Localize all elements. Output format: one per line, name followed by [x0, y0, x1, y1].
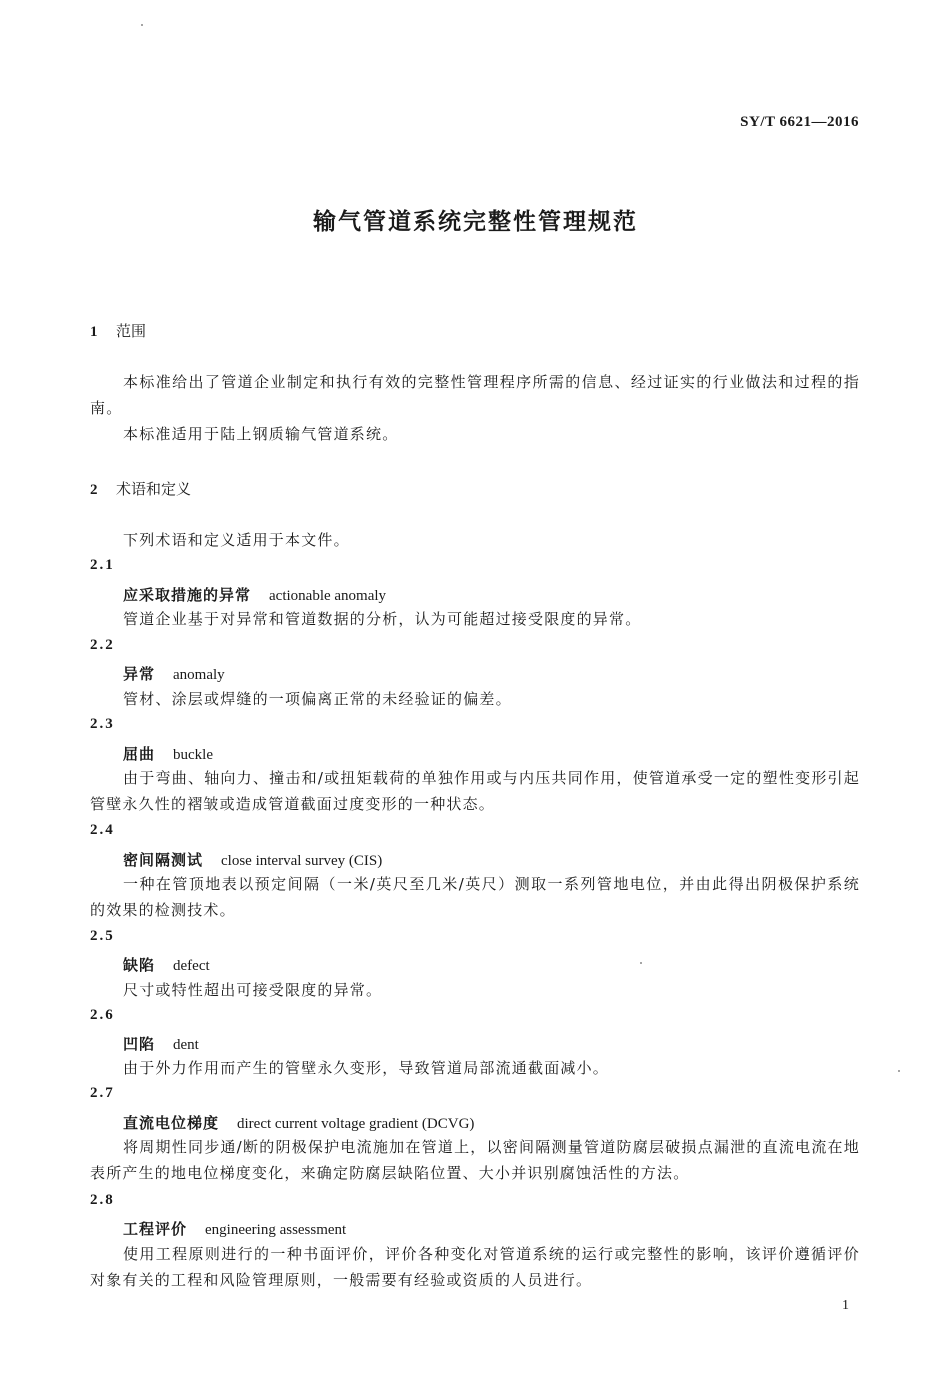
term-definition: 由于弯曲、轴向力、撞击和/或扭矩载荷的单独作用或与内压共同作用，使管道承受一定的塑性变形引起管壁永久性的褶皱或造成管道截面过度变形的一种状态。 [90, 769, 860, 813]
section-1-heading [90, 320, 146, 341]
term-definition: 管材、涂层或焊缝的一项偏离正常的未经验证的偏差。 [123, 690, 512, 708]
term-zh: 凹陷 [123, 1035, 156, 1053]
term-en: dent [173, 1037, 199, 1053]
term-en: close interval survey (CIS) [221, 853, 383, 869]
term-name [123, 954, 210, 975]
term-name [123, 1112, 474, 1133]
term-number: 2.4 [90, 822, 115, 838]
term-name [123, 584, 386, 605]
scan-speck [141, 24, 143, 26]
term-zh: 工程评价 [123, 1220, 188, 1238]
term-name [123, 1218, 346, 1239]
term-en: actionable anomaly [269, 588, 387, 604]
term-number: 2.1 [90, 557, 115, 573]
term-en: direct current voltage gradient (DCVG) [237, 1116, 475, 1132]
term-number: 2.8 [90, 1192, 115, 1208]
scope-paragraph-1: 本标准给出了管道企业制定和执行有效的完整性管理程序所需的信息、经过证实的行业做法和过程的指南。 [90, 373, 860, 417]
term-en: anomaly [173, 667, 225, 683]
term-definition: 由于外力作用而产生的管壁永久变形，导致管道局部流通截面减小。 [123, 1059, 610, 1077]
term-number: 2.7 [90, 1085, 115, 1101]
terms-intro: 下列术语和定义适用于本文件。 [123, 531, 350, 549]
term-number: 2.3 [90, 716, 115, 732]
scope-paragraph-2: 本标准适用于陆上钢质输气管道系统。 [123, 425, 399, 443]
page-number: 1 [842, 1298, 849, 1313]
term-en: engineering assessment [205, 1222, 347, 1238]
term-name [123, 743, 213, 764]
term-zh: 密间隔测试 [123, 851, 204, 869]
term-number: 2.2 [90, 637, 115, 653]
scan-speck [640, 962, 642, 964]
term-definition: 管道企业基于对异常和管道数据的分析，认为可能超过接受限度的异常。 [123, 610, 642, 628]
section-2-heading [90, 478, 191, 499]
section-title: 术语和定义 [116, 480, 192, 498]
scan-speck [898, 1070, 900, 1072]
term-definition: 使用工程原则进行的一种书面评价，评价各种变化对管道系统的运行或完整性的影响，该评价遵循评价对象有关的工程和风险管理原则，一般需要有经验或资质的人员进行。 [90, 1245, 860, 1289]
term-zh: 屈曲 [123, 745, 156, 763]
section-number: 1 [90, 324, 98, 340]
term-en: buckle [173, 747, 213, 763]
term-number: 2.6 [90, 1007, 115, 1023]
term-name [123, 663, 225, 684]
term-name [123, 849, 382, 870]
term-name [123, 1033, 199, 1054]
term-en: defect [173, 958, 210, 974]
term-zh: 应采取措施的异常 [123, 586, 252, 604]
section-title: 范围 [116, 322, 147, 340]
term-zh: 异常 [123, 665, 156, 683]
term-definition: 将周期性同步通/断的阴极保护电流施加在管道上，以密间隔测量管道防腐层破损点漏泄的直流电流在地表所产生的地电位梯度变化，来确定防腐层缺陷位置、大小并识别腐蚀活性的方法。 [90, 1138, 860, 1182]
term-definition: 一种在管顶地表以预定间隔（一米/英尺至几米/英尺）测取一系列管地电位，并由此得出阴极保护系统的效果的检测技术。 [90, 875, 860, 919]
section-number: 2 [90, 482, 98, 498]
document-title: 输气管道系统完整性管理规范 [313, 209, 638, 235]
term-zh: 直流电位梯度 [123, 1114, 220, 1132]
term-number: 2.5 [90, 928, 115, 944]
term-zh: 缺陷 [123, 956, 156, 974]
standard-code: SY/T 6621—2016 [740, 114, 859, 130]
term-definition: 尺寸或特性超出可接受限度的异常。 [123, 981, 383, 999]
